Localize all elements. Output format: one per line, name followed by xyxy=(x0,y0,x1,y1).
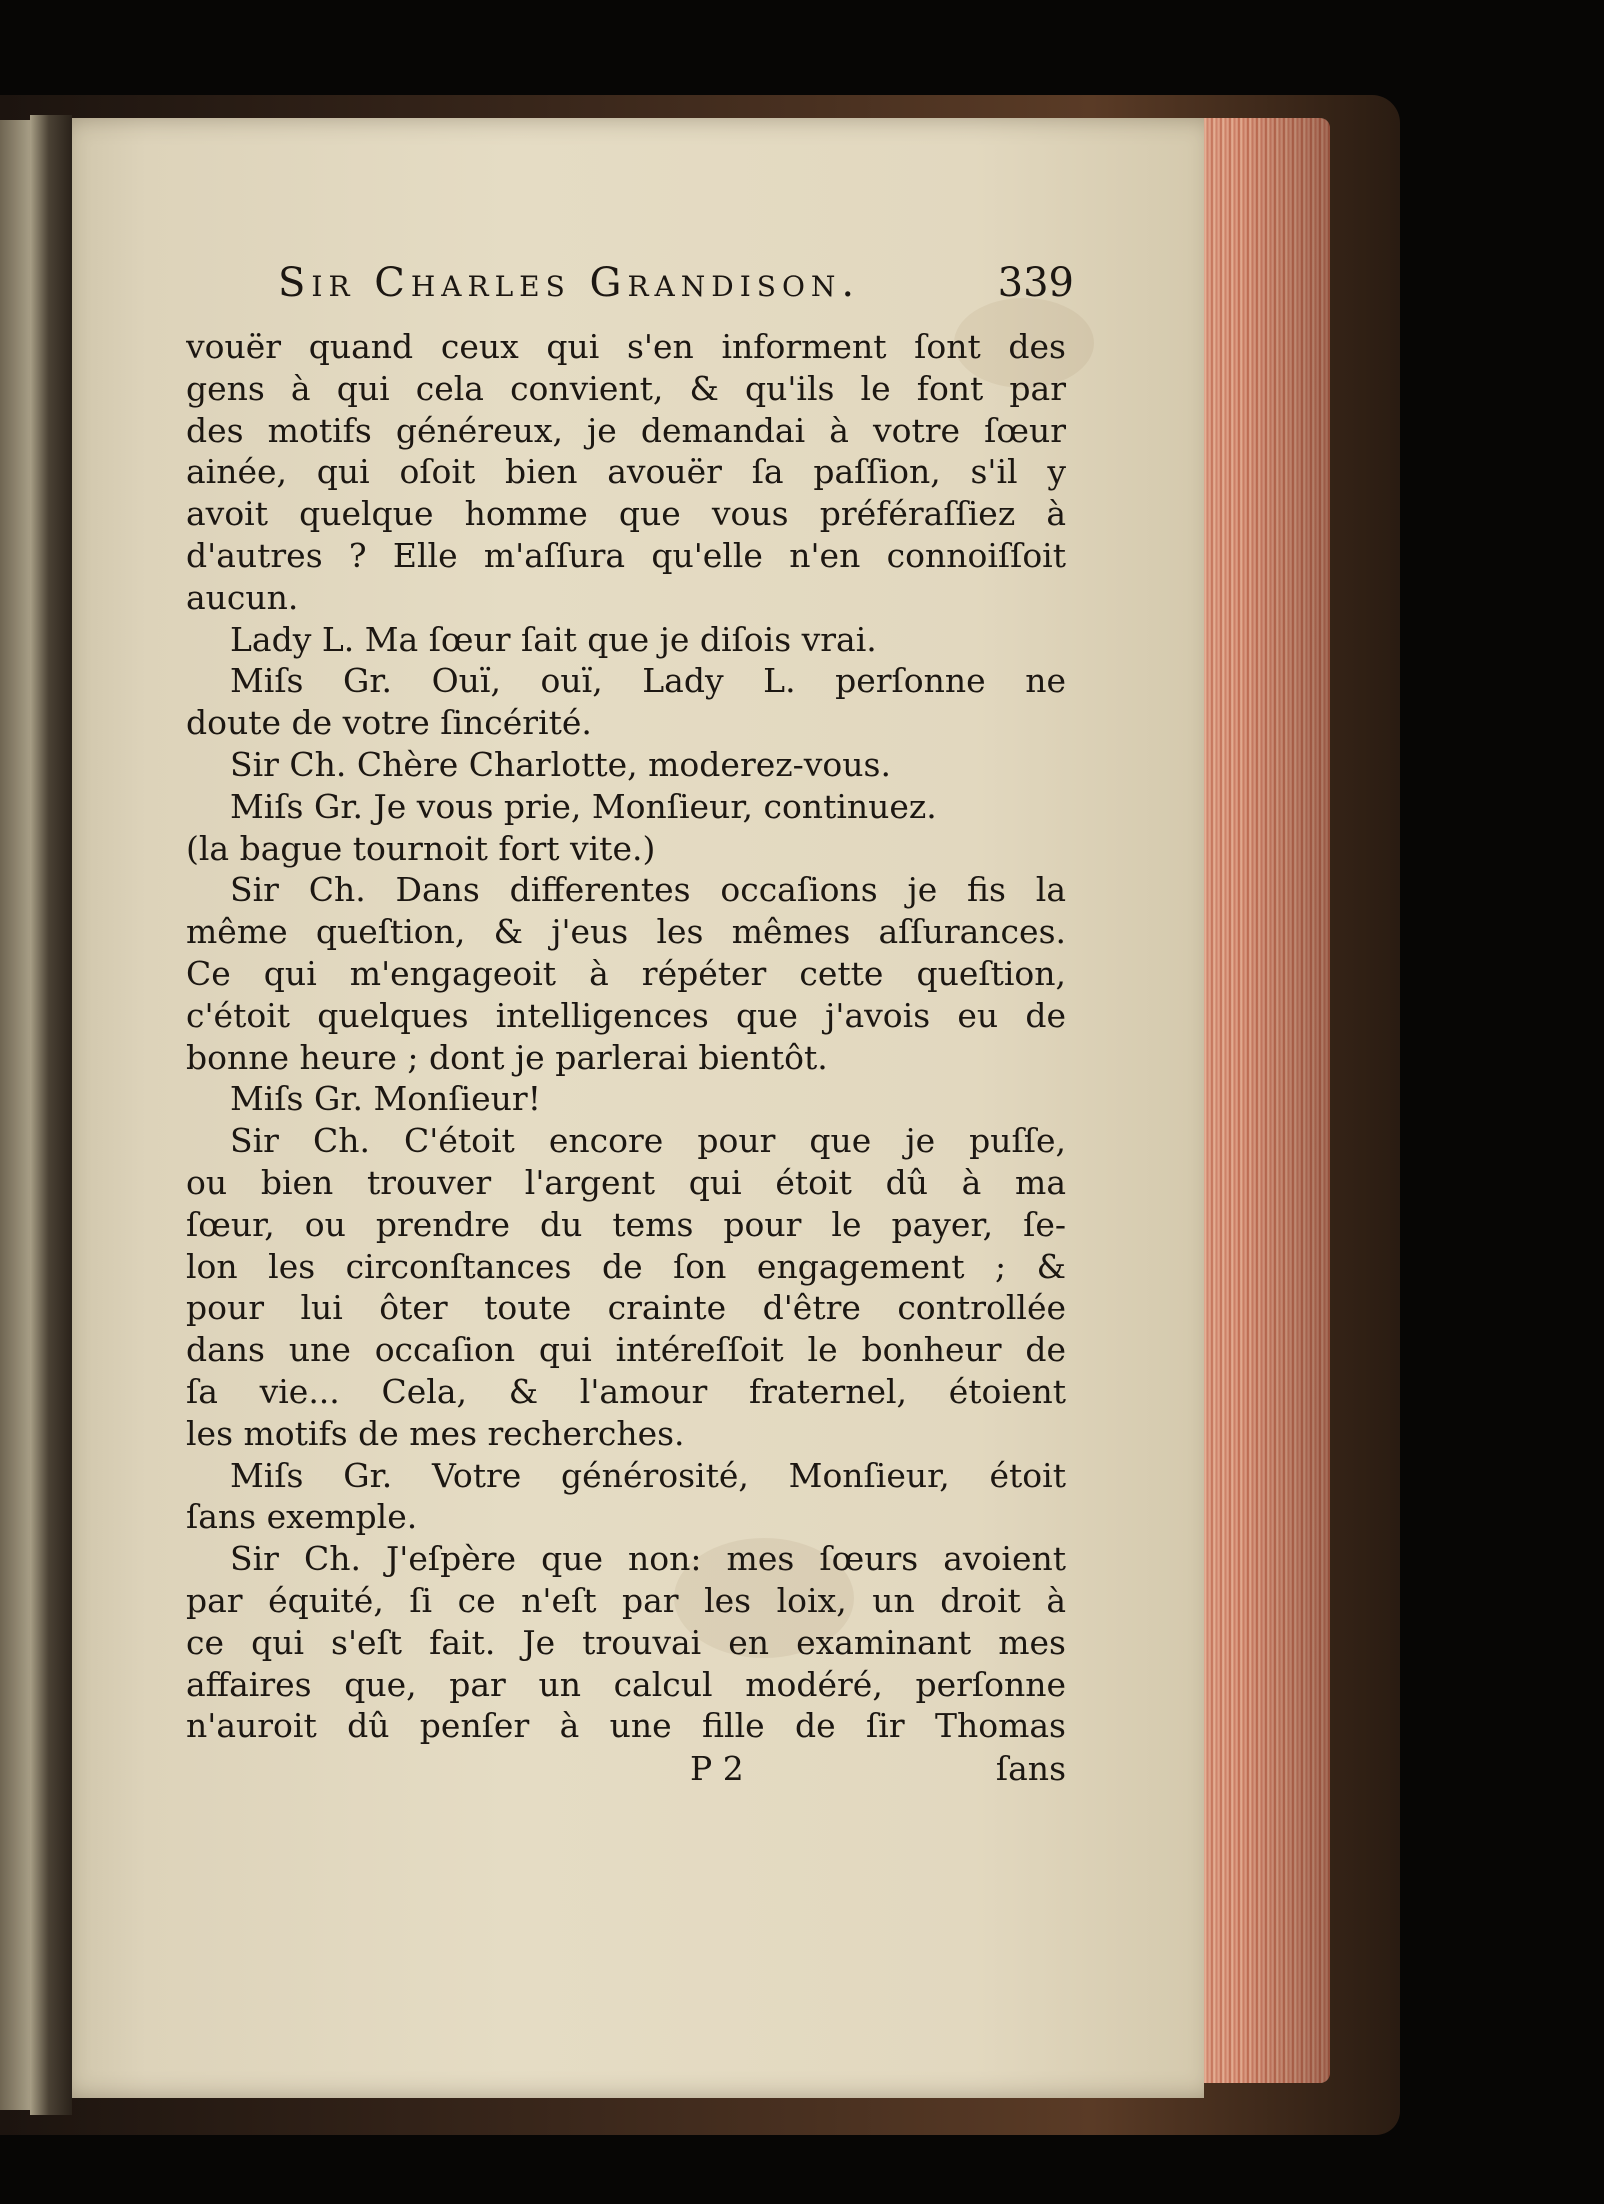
gutter-shadow xyxy=(30,115,72,2115)
page-footer xyxy=(186,1749,1066,1793)
running-head xyxy=(186,260,1074,320)
text-line: Miſs Gr. Ouï, ouï, Lady L. perſonne ne xyxy=(230,661,1066,701)
text-line: avoit quelque homme que vous préféraſſiez à xyxy=(186,494,1066,534)
text-line: Miſs Gr. Votre générosité, Monſieur, étoit xyxy=(230,1455,1066,1495)
text-line: n'auroit dû penſer à une fille de ſir Thomas xyxy=(186,1706,1066,1746)
text-line: ou bien trouver l'argent qui étoit dû à ma xyxy=(186,1162,1066,1202)
text-line: dans une occaſion qui intéreſſoit le bonheur de xyxy=(186,1330,1066,1370)
text-line: lon les circonſtances de ſon engagement ; & xyxy=(186,1246,1066,1286)
text-line: ſœur, ou prendre du tems pour le payer, ſe- xyxy=(186,1204,1066,1244)
text-line: Miſs Gr. Monſieur! xyxy=(230,1079,541,1119)
text-line: Sir Ch. Dans differentes occaſions je fis la xyxy=(230,870,1066,910)
text-line: ainée, qui oſoit bien avouër ſa paſſion, s'il y xyxy=(186,452,1066,492)
body-text xyxy=(186,326,1066,1747)
text-line: c'étoit quelques intelligences que j'avois eu de xyxy=(186,995,1066,1035)
text-line: Ce qui m'engageoit à répéter cette queſtion, xyxy=(186,953,1066,993)
text-line: aucun. xyxy=(186,577,299,617)
text-line: Sir Ch. C'étoit encore pour que je puſſe, xyxy=(230,1121,1066,1161)
page-text-block xyxy=(186,260,1074,1793)
text-line: Sir Ch. Chère Charlotte, moderez-vous. xyxy=(230,744,891,784)
text-line: ce qui s'eſt fait. Je trouvai en examinant mes xyxy=(186,1622,1066,1662)
text-line: doute de votre ſincérité. xyxy=(186,703,592,743)
text-line: Miſs Gr. Je vous prie, Monſieur, continuez. xyxy=(230,786,937,826)
text-line: bonne heure ; dont je parlerai bientôt. xyxy=(186,1037,828,1077)
text-line: gens à qui cela convient, & qu'ils le font par xyxy=(186,368,1066,408)
text-line: les motifs de mes recherches. xyxy=(186,1413,685,1453)
text-line: vouër quand ceux qui s'en informent ſont des xyxy=(186,327,1066,366)
text-line: même queſtion, & j'eus les mêmes aſſurances. xyxy=(186,912,1066,952)
text-line: (la bague tournoit fort vite.) xyxy=(186,828,656,868)
text-line: par équité, ſi ce n'eſt par les loix, un droit à xyxy=(186,1580,1066,1620)
running-head-title: Sir Charles Grandison. xyxy=(278,260,861,306)
signature-mark: P 2 xyxy=(690,1749,744,1789)
catchword: ſans xyxy=(995,1749,1066,1789)
text-line: ſa vie... Cela, & l'amour fraternel, étoient xyxy=(186,1371,1066,1411)
text-line: des motifs généreux, je demandai à votre ſœur xyxy=(186,410,1066,450)
text-line: Lady L. Ma ſœur ſait que je diſois vrai. xyxy=(230,619,877,659)
text-line: d'autres ? Elle m'aſſura qu'elle n'en connoiſſoit xyxy=(186,535,1066,575)
page-number: 339 xyxy=(997,260,1074,306)
text-line: ſans exemple. xyxy=(186,1497,418,1537)
text-line: pour lui ôter toute crainte d'être controllée xyxy=(186,1288,1066,1328)
text-line: affaires que, par un calcul modéré, perſonne xyxy=(186,1664,1066,1704)
text-line: Sir Ch. J'eſpère que non: mes ſœurs avoient xyxy=(230,1539,1066,1579)
